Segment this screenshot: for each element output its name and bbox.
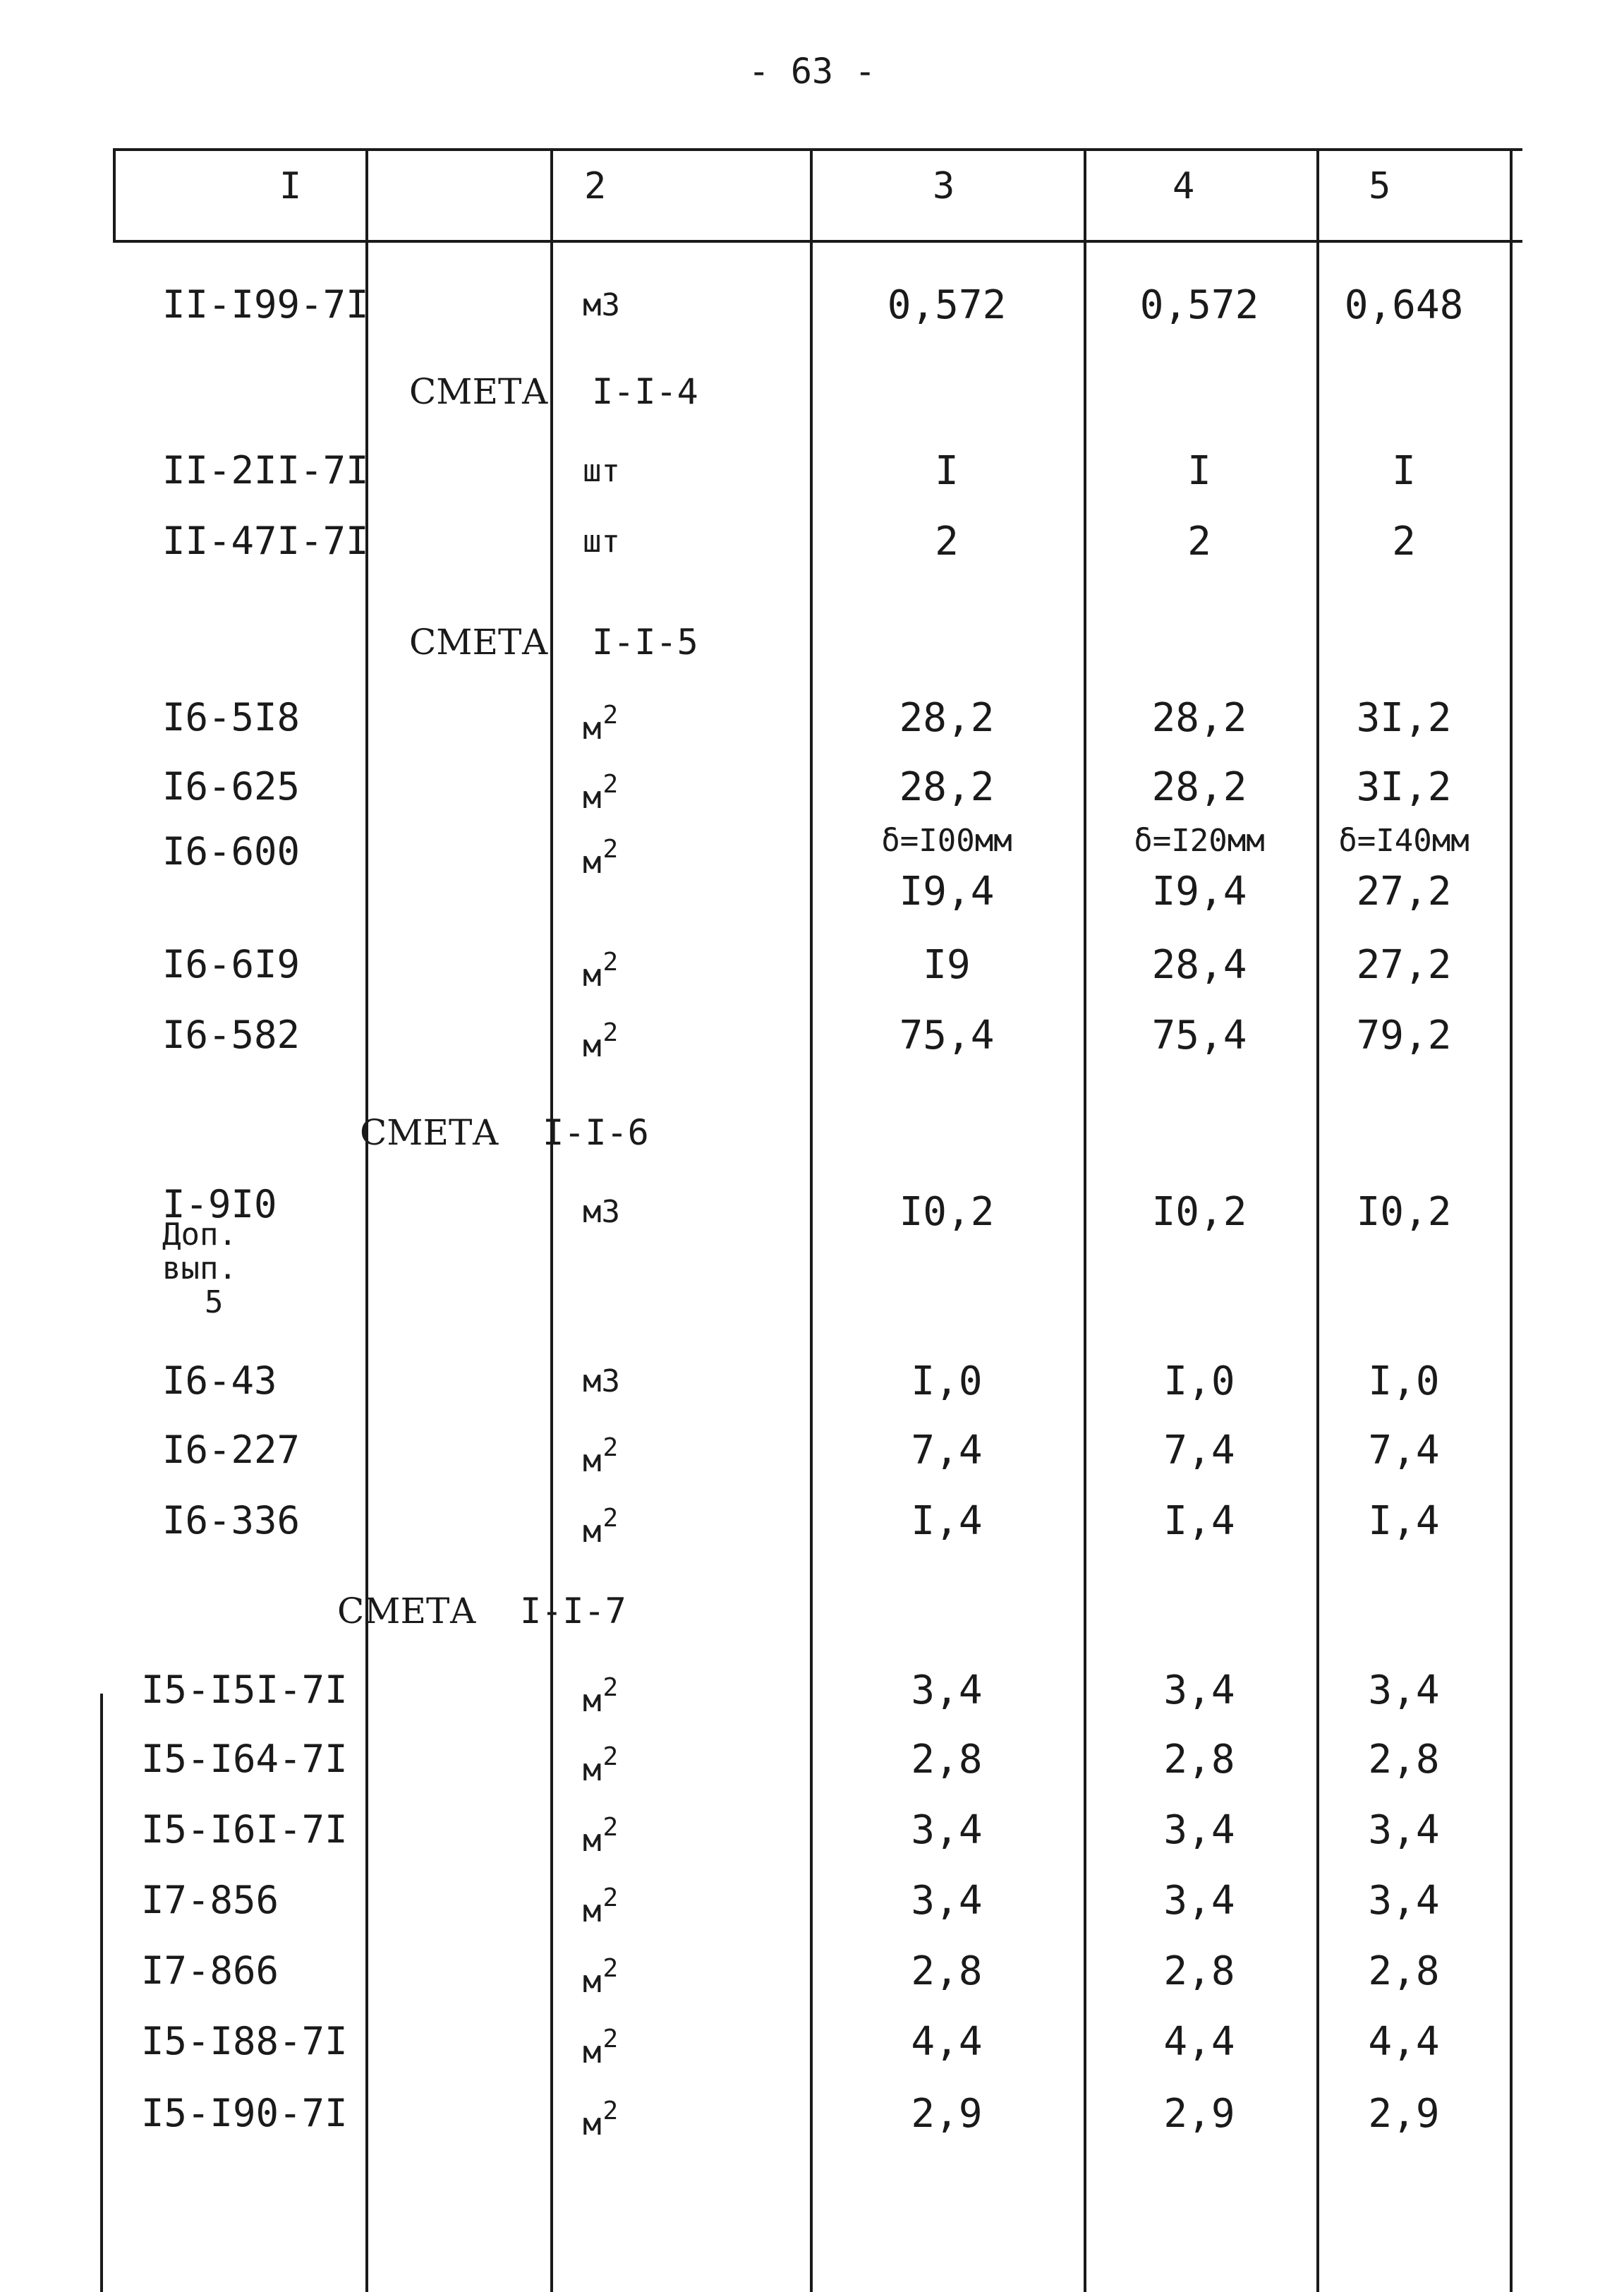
cell-value: 3,4: [1163, 1667, 1235, 1713]
unit-text: м: [583, 1683, 602, 1719]
unit-text: шт: [583, 524, 620, 560]
cell-value: I,4: [1163, 1498, 1235, 1544]
row-unit: [583, 948, 619, 994]
unit-text: м: [583, 1028, 602, 1064]
row-code: вып.: [162, 1250, 237, 1286]
row-unit: [583, 2027, 618, 2068]
cell-value: 2,9: [911, 2091, 983, 2137]
header-col-5: 5: [1369, 165, 1391, 207]
thickness-value: δ=I20мм: [1134, 823, 1265, 859]
cell-value: 2,9: [1163, 2091, 1235, 2137]
estimate-heading: [337, 1593, 626, 1629]
row-code: I6-43: [162, 1358, 277, 1403]
estimate-number: I-I-7: [520, 1591, 626, 1631]
unit-exponent: 2: [602, 1018, 619, 1047]
unit-text: м3: [583, 1194, 620, 1230]
estimate-heading: [409, 371, 698, 412]
column-border-4: [1084, 148, 1086, 2292]
unit-text: м: [583, 1893, 602, 1929]
cell-value: I0,2: [899, 1189, 995, 1235]
unit-exponent: 2: [602, 948, 619, 977]
row-code: I6-582: [162, 1013, 301, 1057]
page-number: - 63 -: [748, 51, 876, 92]
unit-text: м: [583, 1823, 602, 1859]
row-code: I5-I5I-7I: [141, 1667, 348, 1712]
cell-value: 75,4: [1151, 1013, 1247, 1058]
unit-text: м: [583, 1964, 602, 2000]
cell-value: 3I,2: [1356, 695, 1452, 741]
row-code: I6-625: [162, 764, 301, 809]
cell-value: 3,4: [1163, 1878, 1235, 1924]
unit-text: м: [583, 2106, 602, 2142]
cell-value: 28,2: [1151, 764, 1247, 810]
unit-text: м: [583, 2034, 602, 2070]
cell-value: 79,2: [1356, 1013, 1452, 1058]
row-unit: [583, 1815, 618, 1857]
thickness-value: δ=I40мм: [1338, 823, 1470, 859]
cell-value: 2,8: [911, 1737, 983, 1783]
cell-value: 3,4: [911, 1878, 983, 1924]
row-code: I6-5I8: [162, 695, 301, 740]
cell-value: I,0: [1368, 1358, 1440, 1404]
estimate-label: СМЕТА: [409, 371, 549, 412]
row-code: I6-600: [162, 829, 301, 874]
cell-value: I9: [923, 942, 971, 988]
unit-exponent: 2: [602, 1954, 619, 1983]
unit-exponent: 2: [602, 1742, 619, 1771]
unit-text: м: [583, 711, 602, 747]
estimate-number: I-I-6: [543, 1112, 649, 1153]
header-col-3: 3: [933, 165, 955, 207]
row-code: II-2II-7I: [162, 448, 369, 493]
row-code: I6-227: [162, 1428, 301, 1472]
row-code: I5-I90-7I: [141, 2091, 348, 2135]
header-col-4: 4: [1172, 165, 1195, 207]
unit-exponent: 2: [602, 1673, 619, 1702]
estimate-heading: [360, 1112, 649, 1153]
unit-text: шт: [583, 453, 620, 489]
row-code: Доп.: [162, 1217, 237, 1253]
column-border-3: [810, 148, 813, 2292]
unit-exponent: 2: [602, 770, 619, 799]
row-code: II-47I-7I: [162, 519, 369, 563]
estimate-label: СМЕТА: [337, 1591, 477, 1631]
row-code: 5: [205, 1284, 224, 1320]
cell-value: 0,648: [1344, 282, 1464, 328]
cell-value: I: [1392, 448, 1416, 494]
cell-value: 27,2: [1356, 869, 1452, 915]
unit-text: м: [583, 1443, 602, 1479]
row-code: I6-336: [162, 1498, 301, 1543]
cell-value: 4,4: [1368, 2019, 1440, 2065]
cell-value: I: [935, 448, 959, 494]
cell-value: 28,2: [899, 695, 995, 741]
unit-exponent: 2: [602, 835, 619, 864]
row-code: I7-856: [141, 1878, 279, 1922]
header-col-1: I: [279, 165, 302, 207]
cell-value: 7,4: [911, 1428, 983, 1473]
cell-value: 4,4: [1163, 2019, 1235, 2065]
cell-value: 3I,2: [1356, 764, 1452, 810]
cell-value: I0,2: [1151, 1189, 1247, 1235]
header-col-2: 2: [584, 165, 607, 207]
unit-exponent: 2: [602, 1504, 619, 1533]
cell-value: 2,8: [911, 1948, 983, 1994]
row-unit: [583, 453, 620, 489]
row-unit: [583, 1194, 620, 1230]
thickness-value: δ=I00мм: [881, 823, 1012, 859]
unit-exponent: 2: [602, 1813, 619, 1842]
estimate-heading: [409, 622, 698, 663]
cell-value: 2,9: [1368, 2091, 1440, 2137]
cell-value: 3,4: [1163, 1807, 1235, 1853]
cell-value: 7,4: [1368, 1428, 1440, 1473]
cell-value: 2: [1392, 519, 1416, 565]
cell-value: 27,2: [1356, 942, 1452, 988]
row-unit: [583, 1363, 620, 1399]
cell-value: I,4: [1368, 1498, 1440, 1544]
column-border-left: [113, 148, 116, 243]
unit-exponent: 2: [602, 2025, 619, 2053]
cell-value: 2: [935, 519, 959, 565]
unit-text: м3: [583, 287, 620, 323]
row-unit: [583, 1675, 618, 1717]
row-code: I5-I88-7I: [141, 2019, 348, 2063]
cell-value: 28,4: [1151, 942, 1247, 988]
row-unit: [583, 1744, 618, 1786]
unit-text: м: [583, 1752, 602, 1788]
unit-exponent: 2: [602, 1433, 619, 1462]
cell-value: 0,572: [1139, 282, 1259, 328]
row-unit: [583, 1956, 618, 1998]
cell-value: 4,4: [911, 2019, 983, 2065]
estimate-label: СМЕТА: [360, 1112, 499, 1153]
column-border-2: [550, 148, 553, 2292]
cell-value: 3,4: [1368, 1878, 1440, 1924]
estimate-number: I-I-4: [592, 371, 698, 412]
estimate-number: I-I-5: [592, 622, 698, 663]
cell-value: 2,8: [1163, 1948, 1235, 1994]
cell-value: I9,4: [899, 869, 995, 915]
unit-text: м: [583, 1514, 602, 1550]
cell-value: 0,572: [887, 282, 1007, 328]
row-unit: [583, 701, 619, 747]
row-unit: [583, 1435, 618, 1477]
row-unit: [583, 1883, 619, 1929]
cell-value: 7,4: [1163, 1428, 1235, 1473]
row-unit: [583, 2099, 618, 2140]
row-code: I5-I6I-7I: [141, 1807, 348, 1852]
cell-value: 2,8: [1368, 1737, 1440, 1783]
unit-text: м: [583, 958, 602, 994]
row-unit: [583, 772, 618, 814]
cell-value: 28,2: [899, 764, 995, 810]
column-border-left-lower: [100, 1694, 103, 2292]
row-unit: [583, 1020, 618, 1062]
table-top-border: [113, 148, 1522, 151]
column-border-right: [1510, 148, 1513, 2292]
cell-value: I,0: [911, 1358, 983, 1404]
row-unit: [583, 287, 620, 323]
cell-value: 2,8: [1368, 1948, 1440, 1994]
header-bottom-border: [113, 240, 1522, 243]
row-code: I5-I64-7I: [141, 1737, 348, 1781]
cell-value: 2,8: [1163, 1737, 1235, 1783]
row-code: I6-6I9: [162, 942, 301, 987]
cell-value: 3,4: [911, 1807, 983, 1853]
row-unit: [583, 837, 618, 879]
cell-value: 28,2: [1151, 695, 1247, 741]
cell-value: I: [1187, 448, 1211, 494]
cell-value: I0,2: [1356, 1189, 1452, 1235]
cell-value: I,0: [1163, 1358, 1235, 1404]
cell-value: 75,4: [899, 1013, 995, 1058]
unit-exponent: 2: [602, 1883, 619, 1912]
unit-exponent: 2: [602, 2097, 619, 2125]
unit-exponent: 2: [602, 701, 619, 730]
cell-value: 2: [1187, 519, 1211, 565]
cell-value: 3,4: [1368, 1807, 1440, 1853]
unit-text: м: [583, 845, 602, 881]
row-unit: [583, 524, 620, 560]
cell-value: 3,4: [911, 1667, 983, 1713]
row-code: I-9I0: [162, 1182, 277, 1226]
row-code: I7-866: [141, 1948, 279, 1993]
unit-text: м3: [583, 1363, 620, 1399]
cell-value: I9,4: [1151, 869, 1247, 915]
estimate-label: СМЕТА: [409, 622, 549, 663]
cell-value: 3,4: [1368, 1667, 1440, 1713]
unit-text: м: [583, 780, 602, 816]
row-unit: [583, 1506, 618, 1548]
cell-value: I,4: [911, 1498, 983, 1544]
row-code: II-I99-7I: [162, 282, 369, 327]
